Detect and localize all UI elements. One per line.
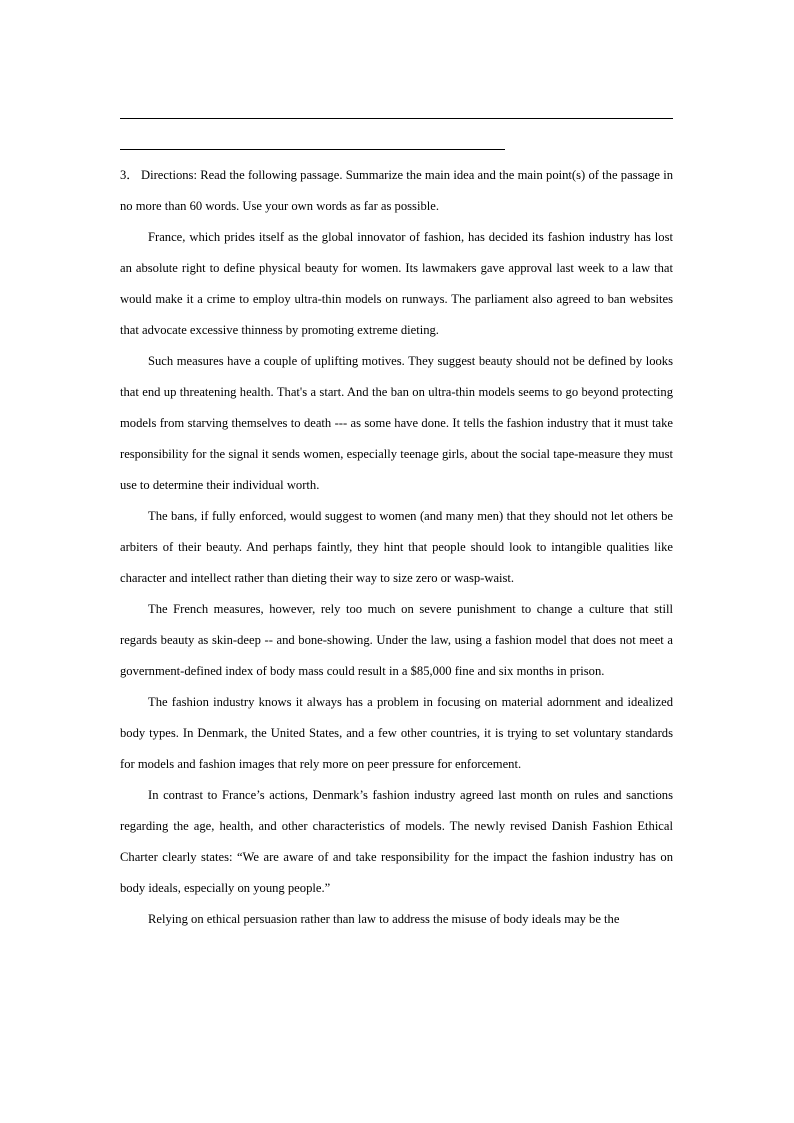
passage-paragraph-2: Such measures have a couple of uplifting motives. They suggest beauty should not be defined by looks that end up threatening health. That's a start. And the ban on ultra-thin models seems to go beyond protecting models from starving themselves to death --- as some have done. It tells the fashion industry that it must take responsibility for the signal it sends women, especially teenage girls, about the social tape-measure they must use to determine their individual worth. [120,354,673,492]
passage-paragraph-6: In contrast to France’s actions, Denmark’s fashion industry agreed last month on rules and sanctions regarding the age, health, and other characteristics of models. The newly revised Danish Fashion Ethical Charter clearly states: “We are aware of and take responsibility for the impact the fashion industry has on body ideals, especially on young people.” [120,788,673,895]
passage-paragraph-1: France, which prides itself as the global innovator of fashion, has decided its fashion industry has lost an absolute right to define physical beauty for women. Its lawmakers gave approval last week to a law that would make it a crime to employ ultra-thin models on runways. The parliament also agreed to ban websites that advocate excessive thinness by promoting extreme dieting. [120,230,673,337]
passage-paragraph-3: The bans, if fully enforced, would suggest to women (and many men) that they should not let others be arbiters of their beauty. And perhaps faintly, they hint that people should look to intangible qualities like character and intellect rather than dieting their way to size zero or wasp-waist. [120,509,673,585]
answer-line-2 [120,149,505,150]
question-number: 3． [120,168,139,182]
directions-text: Directions: Read the following passage. Summarize the main idea and the main point(s) of the passage in no more than 60 words. Use your own words as far as possible. [120,168,673,213]
passage-paragraph-4: The French measures, however, rely too much on severe punishment to change a culture that still regards beauty as skin-deep -- and bone-showing. Under the law, using a fashion model that does not meet a government-defined index of body mass could result in a $85,000 fine and six months in prison. [120,602,673,678]
answer-line-1 [120,118,673,119]
question-content [120,160,673,935]
directions-paragraph [120,160,673,222]
passage-paragraph-7: Relying on ethical persuasion rather than law to address the misuse of body ideals may be the [148,912,620,926]
passage-paragraph-5: The fashion industry knows it always has a problem in focusing on material adornment and idealized body types. In Denmark, the United States, and a few other countries, it is trying to set voluntary standards for models and fashion images that rely more on peer pressure for enforcement. [120,695,673,771]
